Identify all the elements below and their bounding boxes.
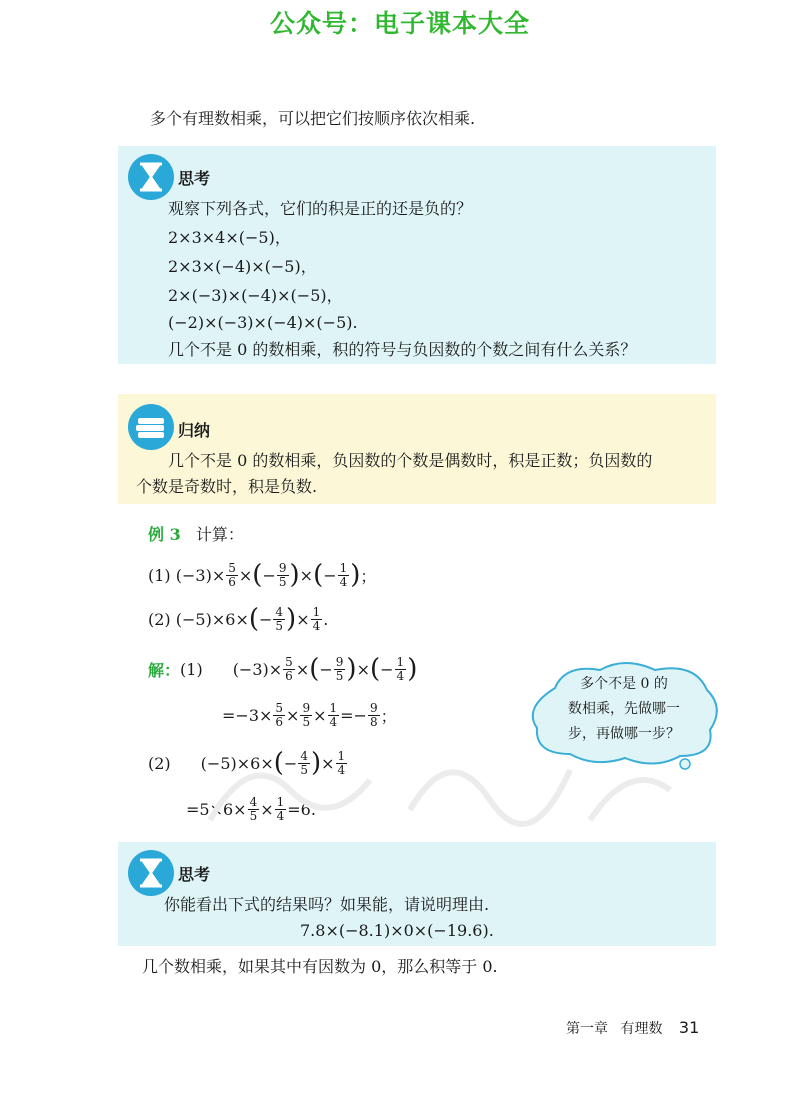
times-sign: × (356, 659, 370, 679)
times-sign: × (260, 799, 274, 819)
think-expression: 7.8×(−8.1)×0×(−19.6). (300, 921, 494, 940)
problem-label: (2) (148, 609, 171, 629)
math-term: 6 (225, 609, 236, 629)
minus-sign: − (323, 565, 337, 585)
example-heading (148, 522, 244, 548)
page-number: 31 (678, 1018, 700, 1037)
intro-text: 多个有理数相乘，可以把它们按顺序依次相乘. (150, 109, 476, 128)
times-sign: × (236, 753, 251, 773)
fraction: $\frac{1}{4}$ (396, 654, 405, 683)
math-term: (−3) (175, 565, 212, 585)
times-sign: × (211, 609, 226, 629)
math-term: 6 (250, 753, 261, 773)
think-title: 思考 (178, 169, 211, 188)
cloud-line: 数相乘，先做哪一 (568, 701, 680, 717)
solution-1-line-1: 解： (1) (−3) × $\frac{5}{6}$ × ( − $\frac{9}{5}$ ) × ( − $\frac{1}{4}$ ) (148, 654, 418, 684)
think-title: 思考 (178, 865, 211, 884)
times-sign: × (296, 609, 310, 629)
punctuation: ； (380, 706, 397, 726)
solution-2-line-1: (2) (−5) × 6 × ( − $\frac{4}{5}$ ) × $\frac{1}{4}$ (148, 748, 346, 778)
problem-1: (1) (−3) × $\frac{5}{6}$ × ( − $\frac{9}{5}$ ) × ( − $\frac{1}{4}$ ) ； (148, 560, 377, 590)
think-followup: 几个不是 0 的数相乘，积的符号与负因数的个数之间有什么关系？ (168, 340, 637, 359)
fraction: $\frac{9}{8}$ (369, 700, 378, 729)
minus-sign: − (319, 659, 333, 679)
fraction: $\frac{4}{5}$ (249, 794, 258, 823)
times-sign: × (238, 565, 253, 585)
punctuation: . (323, 609, 329, 629)
cloud-line: 多个不是 0 的 (580, 676, 668, 692)
think-question: 观察下列各式，它们的积是正的还是负的？ (168, 199, 473, 218)
fraction: $\frac{9}{5}$ (335, 654, 344, 683)
footer-chapter: 第一章 (566, 1021, 608, 1037)
expression-line: (−2)×(−3)×(−4)×(−5). (168, 313, 358, 332)
problem-label: (1) (180, 659, 203, 679)
problem-label: (2) (148, 753, 171, 773)
times-sign: × (235, 609, 249, 629)
problem-label: (1) (148, 565, 171, 585)
think-question: 你能看出下式的结果吗？如果能，请说明理由. (164, 895, 490, 914)
example-task: 计算： (195, 525, 244, 544)
fraction: $\frac{1}{4}$ (312, 604, 321, 633)
fraction: $\frac{9}{5}$ (302, 700, 311, 729)
times-sign: × (321, 753, 335, 773)
expression-line: 2×3×(−4)×(−5)， (168, 257, 317, 276)
example-label: 例 3 (148, 525, 181, 544)
hourglass-icon (128, 154, 174, 200)
math-term: (−5) (175, 609, 212, 629)
fraction: $\frac{1}{4}$ (276, 794, 285, 823)
conclusion-text: 几个数相乘，如果其中有因数为 0，那么积等于 0. (142, 957, 498, 976)
fraction: $\frac{1}{4}$ (337, 748, 346, 777)
minus-sign: − (259, 609, 273, 629)
problem-2: (2) (−5) × 6 × ( − $\frac{4}{5}$ ) × $\frac{1}{4}$ . (148, 604, 329, 634)
math-term: =6. (287, 799, 316, 819)
minus-sign: − (262, 565, 276, 585)
summary-box (118, 394, 716, 504)
thought-cloud (525, 658, 723, 770)
times-sign: × (268, 659, 283, 679)
math-term: (−5) (200, 753, 237, 773)
times-sign: × (299, 565, 314, 585)
fraction: $\frac{1}{4}$ (329, 700, 338, 729)
cloud-line: 步，再做哪一步？ (568, 726, 680, 742)
fraction: $\frac{5}{6}$ (228, 560, 236, 589)
expression-line: 2×(−3)×(−4)×(−5)， (168, 286, 343, 305)
summary-title: 归纳 (178, 421, 211, 440)
header-watermark: 公众号：电子课本大全 (269, 9, 530, 38)
fraction: $\frac{9}{5}$ (278, 560, 287, 589)
fraction: $\frac{1}{4}$ (339, 560, 348, 589)
fraction: $\frac{5}{6}$ (285, 654, 293, 683)
punctuation: ； (360, 566, 377, 586)
math-term: (−3) (232, 659, 269, 679)
times-sign: × (286, 705, 300, 725)
solution-label: 解： (148, 660, 181, 680)
footer-chapter-name: 有理数 (620, 1021, 663, 1037)
times-sign: × (295, 659, 310, 679)
fraction: $\frac{4}{5}$ (300, 748, 308, 777)
math-term: =5×6× (186, 799, 247, 819)
hourglass-icon (128, 850, 174, 896)
page-footer (566, 1018, 699, 1038)
times-sign: × (260, 753, 274, 773)
minus-sign: − (283, 753, 298, 773)
math-term: =−3× (222, 705, 273, 725)
fraction: $\frac{5}{6}$ (275, 700, 284, 729)
books-icon (128, 404, 174, 450)
minus-sign: − (380, 659, 394, 679)
expression-line: 2×3×4×(−5)， (168, 228, 291, 247)
summary-line: 个数是奇数时，积是负数. (136, 477, 318, 496)
times-sign: × (313, 705, 327, 725)
fraction: $\frac{4}{5}$ (275, 604, 284, 633)
think-box-2 (118, 842, 716, 946)
solution-1-line-2 (222, 698, 397, 732)
summary-line: 几个不是 0 的数相乘，负因数的个数是偶数时，积是正数；负因数的 (168, 451, 653, 470)
think-box-1 (118, 146, 716, 364)
times-sign: × (211, 565, 226, 585)
math-term: =− (340, 705, 367, 725)
